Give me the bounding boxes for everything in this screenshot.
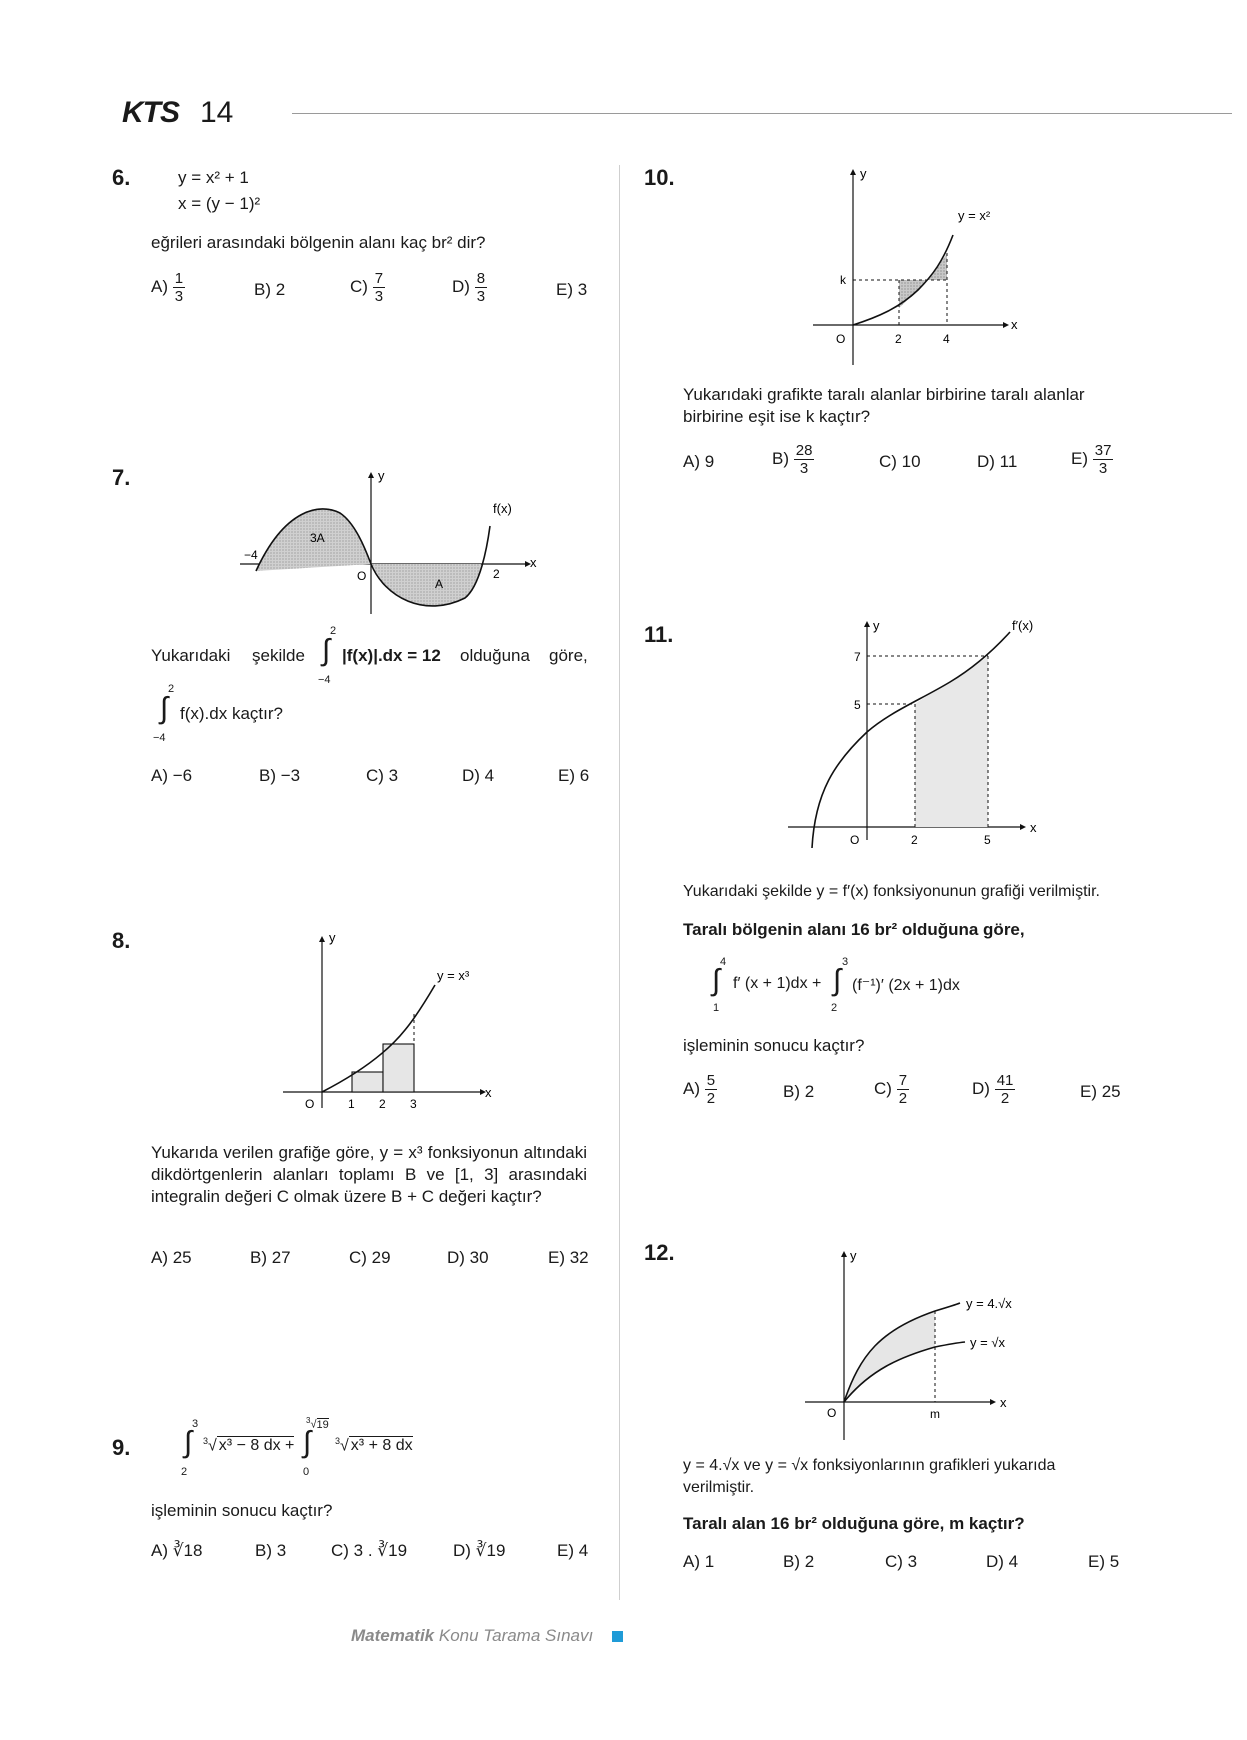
column-divider: [619, 165, 620, 1600]
integral-sign: ∫: [303, 1426, 312, 1459]
option-c[interactable]: C) $\frac{7}{2}$: [874, 1072, 908, 1107]
q12-graph: [800, 1245, 1040, 1445]
origin-label: O: [850, 833, 860, 847]
question-text: y = 4.√x ve y = √x fonksiyonlarının grafikleri yukarıda verilmiştir.: [683, 1457, 1056, 1496]
option-c[interactable]: C) $\frac{7}{3}$: [350, 270, 384, 305]
integral-lower: 0: [303, 1466, 310, 1478]
question-text: Yukarıdaki grafikte taralı alanlar birbirine taralı alanlar birbirine eşit ise k kaçtır?: [683, 385, 1085, 426]
option-a[interactable]: A) ∛18: [151, 1541, 203, 1560]
footer-square-icon: [612, 1631, 623, 1642]
text: göre,: [549, 646, 588, 665]
footer-text: Matematik Konu Tarama Sınavı: [351, 1626, 594, 1645]
tick-label: m: [930, 1407, 940, 1421]
curve-label: f(x): [493, 501, 512, 516]
origin-label: O: [357, 569, 367, 583]
integrand: f(x).dx kaçtır?: [180, 704, 283, 723]
radical: $^3$√ x³ + 8 dx: [335, 1436, 413, 1455]
option-d[interactable]: D) 11: [977, 452, 1018, 471]
curve-label: y = x³: [437, 968, 470, 983]
option-c[interactable]: C) 10: [879, 452, 921, 471]
brand-logo: KTS: [122, 96, 179, 129]
option-e[interactable]: E) 32: [548, 1248, 589, 1267]
option-e[interactable]: E) $\frac{37}{3}$: [1071, 442, 1112, 477]
option-c[interactable]: C) 3: [366, 766, 399, 785]
option-b[interactable]: B) 27: [250, 1248, 291, 1267]
option-c[interactable]: C) 29: [349, 1248, 391, 1267]
integral-sign: ∫: [160, 692, 169, 725]
origin-label: O: [827, 1406, 837, 1420]
question-text: Yukarıdaki şekilde y = f′(x) fonksiyonunun grafiği verilmiştir.: [683, 883, 1100, 900]
text: olduğuna: [460, 646, 530, 665]
option-e[interactable]: E) 5: [1088, 1552, 1120, 1571]
text: şekilde: [252, 646, 305, 665]
question-number: 8.: [112, 928, 131, 953]
option-b[interactable]: B) 2: [783, 1552, 815, 1571]
option-d[interactable]: D) 4: [462, 766, 495, 785]
area-label: A: [435, 577, 444, 591]
integral-lower: 2: [181, 1466, 188, 1478]
question-text: eğrileri arasındaki bölgenin alanı kaç br² dir?: [151, 233, 486, 252]
origin-label: O: [305, 1097, 315, 1111]
tick-label: 2: [493, 567, 500, 581]
axis-label-y: y: [873, 618, 880, 633]
option-e[interactable]: E) 25: [1080, 1082, 1121, 1101]
origin-label: O: [836, 332, 846, 346]
tick-label: 5: [984, 833, 991, 847]
q11-graph: [780, 612, 1060, 857]
axis-label-x: x: [1000, 1395, 1007, 1410]
question-text: Taralı alan 16 br² olduğuna göre, m kaçtır?: [683, 1514, 1025, 1533]
option-e[interactable]: E) 3: [556, 280, 588, 299]
equation: y = x² + 1: [178, 168, 249, 187]
page-number: 14: [200, 96, 234, 129]
integral-upper: 2: [330, 625, 337, 637]
question-number: 6.: [112, 165, 131, 190]
question-number: 12.: [644, 1240, 675, 1265]
option-c[interactable]: C) 3: [885, 1552, 918, 1571]
question-text: işleminin sonucu kaçtır?: [683, 1036, 865, 1055]
option-b[interactable]: B) −3: [259, 766, 301, 785]
integral-sign: ∫: [712, 964, 721, 997]
question-number: 11.: [644, 622, 674, 647]
question-number: 9.: [112, 1435, 131, 1460]
option-e[interactable]: E) 4: [557, 1541, 589, 1560]
tick-label: 1: [348, 1097, 355, 1111]
tick-label: k: [840, 273, 846, 287]
integrand: |f(x)|.dx = 12: [342, 646, 441, 665]
integral-upper: $^3$√19: [306, 1416, 329, 1431]
radical: $^3$√ x³ − 8 dx +: [203, 1436, 295, 1455]
curve-label: y = 4.√x: [966, 1296, 1012, 1311]
option-d[interactable]: D) $\frac{8}{3}$: [452, 270, 486, 305]
question-text: işleminin sonucu kaçtır?: [151, 1501, 333, 1520]
tick-label: 2: [911, 833, 918, 847]
integral-upper: 3: [842, 956, 849, 968]
tick-label: 7: [854, 650, 861, 664]
integral-sign: ∫: [184, 1426, 193, 1459]
integral-upper: 4: [720, 956, 727, 968]
option-a[interactable]: A) $\frac{5}{2}$: [683, 1072, 716, 1107]
integral-lower: 1: [713, 1002, 720, 1014]
curve-label: y = x²: [958, 208, 991, 223]
integral-lower: −4: [153, 732, 166, 744]
tick-label: 3: [410, 1097, 417, 1111]
option-c[interactable]: C) 3 . ∛19: [331, 1541, 408, 1560]
equation: x = (y − 1)²: [178, 194, 261, 213]
header-rule: [292, 113, 1232, 114]
option-b[interactable]: B) $\frac{28}{3}$: [772, 442, 813, 477]
tick-label: −4: [244, 548, 258, 562]
curve-label: f′(x): [1012, 618, 1034, 633]
integral-lower: −4: [318, 674, 331, 686]
tick-label: 2: [895, 332, 902, 346]
question-number: 10.: [644, 165, 675, 190]
question-number: 7.: [112, 465, 131, 490]
axis-label-y: y: [378, 468, 385, 483]
axis-label-x: x: [530, 555, 537, 570]
integral-lower: 2: [831, 1002, 838, 1014]
option-d[interactable]: D) ∛19: [453, 1541, 506, 1560]
option-d[interactable]: D) 30: [447, 1248, 489, 1267]
text: Yukarıdaki: [151, 646, 231, 665]
question-text: Taralı bölgenin alanı 16 br² olduğuna göre,: [683, 920, 1025, 939]
option-a[interactable]: A) 1: [683, 1552, 715, 1571]
question-text: Yukarıda verilen grafiğe göre, y = x³ fonksiyonun altındaki dikdörtgenlerin alanları toplamı B ve [1, 3] arasındaki integralin değeri C olmak üzere B + C değeri kaçtır?: [151, 1143, 587, 1206]
area-label: 3A: [310, 531, 325, 545]
axis-label-y: y: [329, 930, 336, 945]
option-d[interactable]: D) $\frac{41}{2}$: [972, 1072, 1014, 1107]
tick-label: 2: [379, 1097, 386, 1111]
axis-label-x: x: [1030, 820, 1037, 835]
option-e[interactable]: E) 6: [558, 766, 590, 785]
axis-label-x: x: [1011, 317, 1018, 332]
option-b[interactable]: B) 2: [254, 280, 286, 299]
axis-label-y: y: [850, 1248, 857, 1263]
axis-label-y: y: [860, 166, 867, 181]
integral-sign: ∫: [833, 964, 842, 997]
q7-graph: [225, 468, 545, 618]
tick-label: 5: [854, 698, 861, 712]
option-a[interactable]: A) −6: [151, 766, 193, 785]
option-a[interactable]: A) $\frac{1}{3}$: [151, 270, 184, 305]
q8-graph: [275, 930, 495, 1115]
option-d[interactable]: D) 4: [986, 1552, 1019, 1571]
integrand: f′ (x + 1)dx +: [733, 975, 822, 992]
option-b[interactable]: B) 3: [255, 1541, 287, 1560]
option-a[interactable]: A) 25: [151, 1248, 192, 1267]
integral-upper: 2: [168, 683, 175, 695]
curve-label: y = √x: [970, 1335, 1005, 1350]
integrand: (f⁻¹)′ (2x + 1)dx: [852, 977, 960, 994]
option-a[interactable]: A) 9: [683, 452, 715, 471]
option-b[interactable]: B) 2: [783, 1082, 815, 1101]
integral-sign: ∫: [322, 634, 331, 667]
tick-label: 4: [943, 332, 950, 346]
axis-label-x: x: [485, 1085, 492, 1100]
integral-upper: 3: [192, 1418, 199, 1430]
q10-graph: [808, 165, 1038, 370]
